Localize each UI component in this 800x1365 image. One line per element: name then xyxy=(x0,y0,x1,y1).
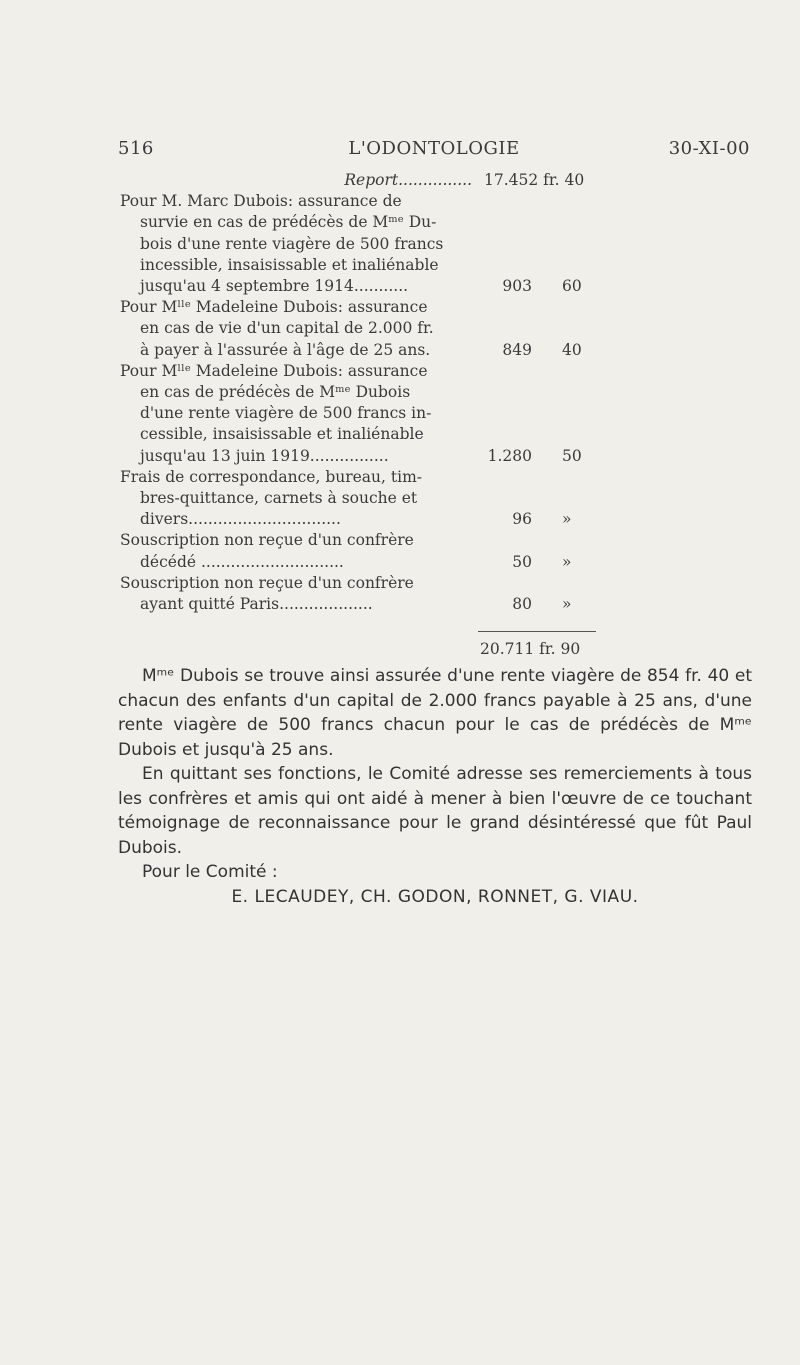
ledger-line: jusqu'au 4 septembre 1914........... xyxy=(140,277,409,296)
page-header xyxy=(118,138,750,164)
ledger-line: bois d'une rente viagère de 500 francs xyxy=(140,234,444,253)
ledger-line: ayant quitté Paris................... xyxy=(140,595,373,614)
report-label: Report............... xyxy=(344,171,472,189)
ledger-description xyxy=(120,467,472,531)
report-row xyxy=(120,170,600,191)
amount-centimes: 50 xyxy=(562,446,582,465)
ledger-line: Souscription non reçue d'un confrère xyxy=(120,573,414,592)
ledger-line: Frais de correspondance, bureau, tim- xyxy=(120,467,423,486)
ledger-row xyxy=(120,297,600,361)
amount-francs: 1.280 xyxy=(487,446,532,465)
ledger-line: bres-quittance, carnets à souche et xyxy=(140,489,418,508)
ledger-line: cessible, insaisissable et inaliénable xyxy=(140,425,424,444)
ledger-line: à payer à l'assurée à l'âge de 25 ans. xyxy=(140,340,431,359)
ledger-description xyxy=(120,297,472,361)
paragraph-thanks: En quittant ses fonctions, le Comité adresse ses remerciements à tous les confrères et amis qui ont aidé à mener à bien l'œuvre de ce touchant témoignage de reconnaissance pour le grand désintéressé que fût Paul Dubois. xyxy=(118,764,752,858)
ledger-line: Pour Mˡˡᵉ Madeleine Dubois: assurance xyxy=(120,361,428,380)
signature: E. LECAUDEY, CH. GODON, RONNET, G. VIAU. xyxy=(231,886,639,907)
ledger-line: Pour Mˡˡᵉ Madeleine Dubois: assurance xyxy=(120,298,428,317)
amount-francs: 849 xyxy=(502,340,532,359)
ledger-row xyxy=(120,361,600,467)
amount-francs: 50 xyxy=(512,552,532,571)
report-amount: 17.452 fr. 40 xyxy=(484,171,585,190)
ledger-line: décédé ............................. xyxy=(140,552,344,571)
ledger-line: en cas de vie d'un capital de 2.000 fr. xyxy=(140,319,434,338)
amount-francs: 80 xyxy=(512,595,532,614)
amount-centimes: 40 xyxy=(562,340,582,359)
ledger-line: jusqu'au 13 juin 1919................ xyxy=(140,446,389,465)
body-text xyxy=(118,664,752,909)
amount-centimes: » xyxy=(562,552,572,571)
ledger-line: survie en cas de prédécès de Mᵐᵉ Du- xyxy=(140,213,437,232)
ledger-description xyxy=(120,530,472,572)
amount-centimes: » xyxy=(562,595,572,614)
amount-centimes: » xyxy=(562,510,572,529)
journal-title: L'ODONTOLOGIE xyxy=(348,138,520,159)
page-number: 516 xyxy=(118,138,154,159)
amount-centimes: 60 xyxy=(562,277,582,296)
total-rule xyxy=(478,631,596,632)
ledger-line: Souscription non reçue d'un confrère xyxy=(120,531,414,550)
paragraph-committee: Pour le Comité : xyxy=(142,862,278,882)
ledger-row xyxy=(120,467,600,531)
ledger-line: divers............................... xyxy=(140,510,341,529)
ledger-row xyxy=(120,530,600,572)
ledger-total: 20.711 fr. 90 xyxy=(480,640,581,658)
ledger-line: Pour M. Marc Dubois: assurance de xyxy=(120,192,402,211)
issue-date: 30-XI-00 xyxy=(668,138,750,159)
amount-francs: 96 xyxy=(512,510,532,529)
expense-ledger xyxy=(120,170,600,615)
ledger-description xyxy=(120,573,472,615)
ledger-description xyxy=(120,361,472,467)
ledger-line: d'une rente viagère de 500 francs in- xyxy=(140,404,432,423)
paragraph-annuity: Mᵐᵉ Dubois se trouve ainsi assurée d'une rente viagère de 854 fr. 40 et chacun des enfants d'un capital de 2.000 francs payable à 25 ans, d'une rente viagère de 500 francs chacun pour le cas de prédécès de Mᵐᵉ Dubois et jusqu'à 25 ans. xyxy=(118,666,752,760)
ledger-row xyxy=(120,573,600,615)
ledger-row xyxy=(120,191,600,297)
amount-francs: 903 xyxy=(502,277,532,296)
ledger-line: incessible, insaisissable et inaliénable xyxy=(140,255,439,274)
ledger-line: en cas de prédécès de Mᵐᵉ Dubois xyxy=(140,383,411,402)
ledger-description xyxy=(120,191,472,297)
ledger-entries xyxy=(120,191,600,615)
